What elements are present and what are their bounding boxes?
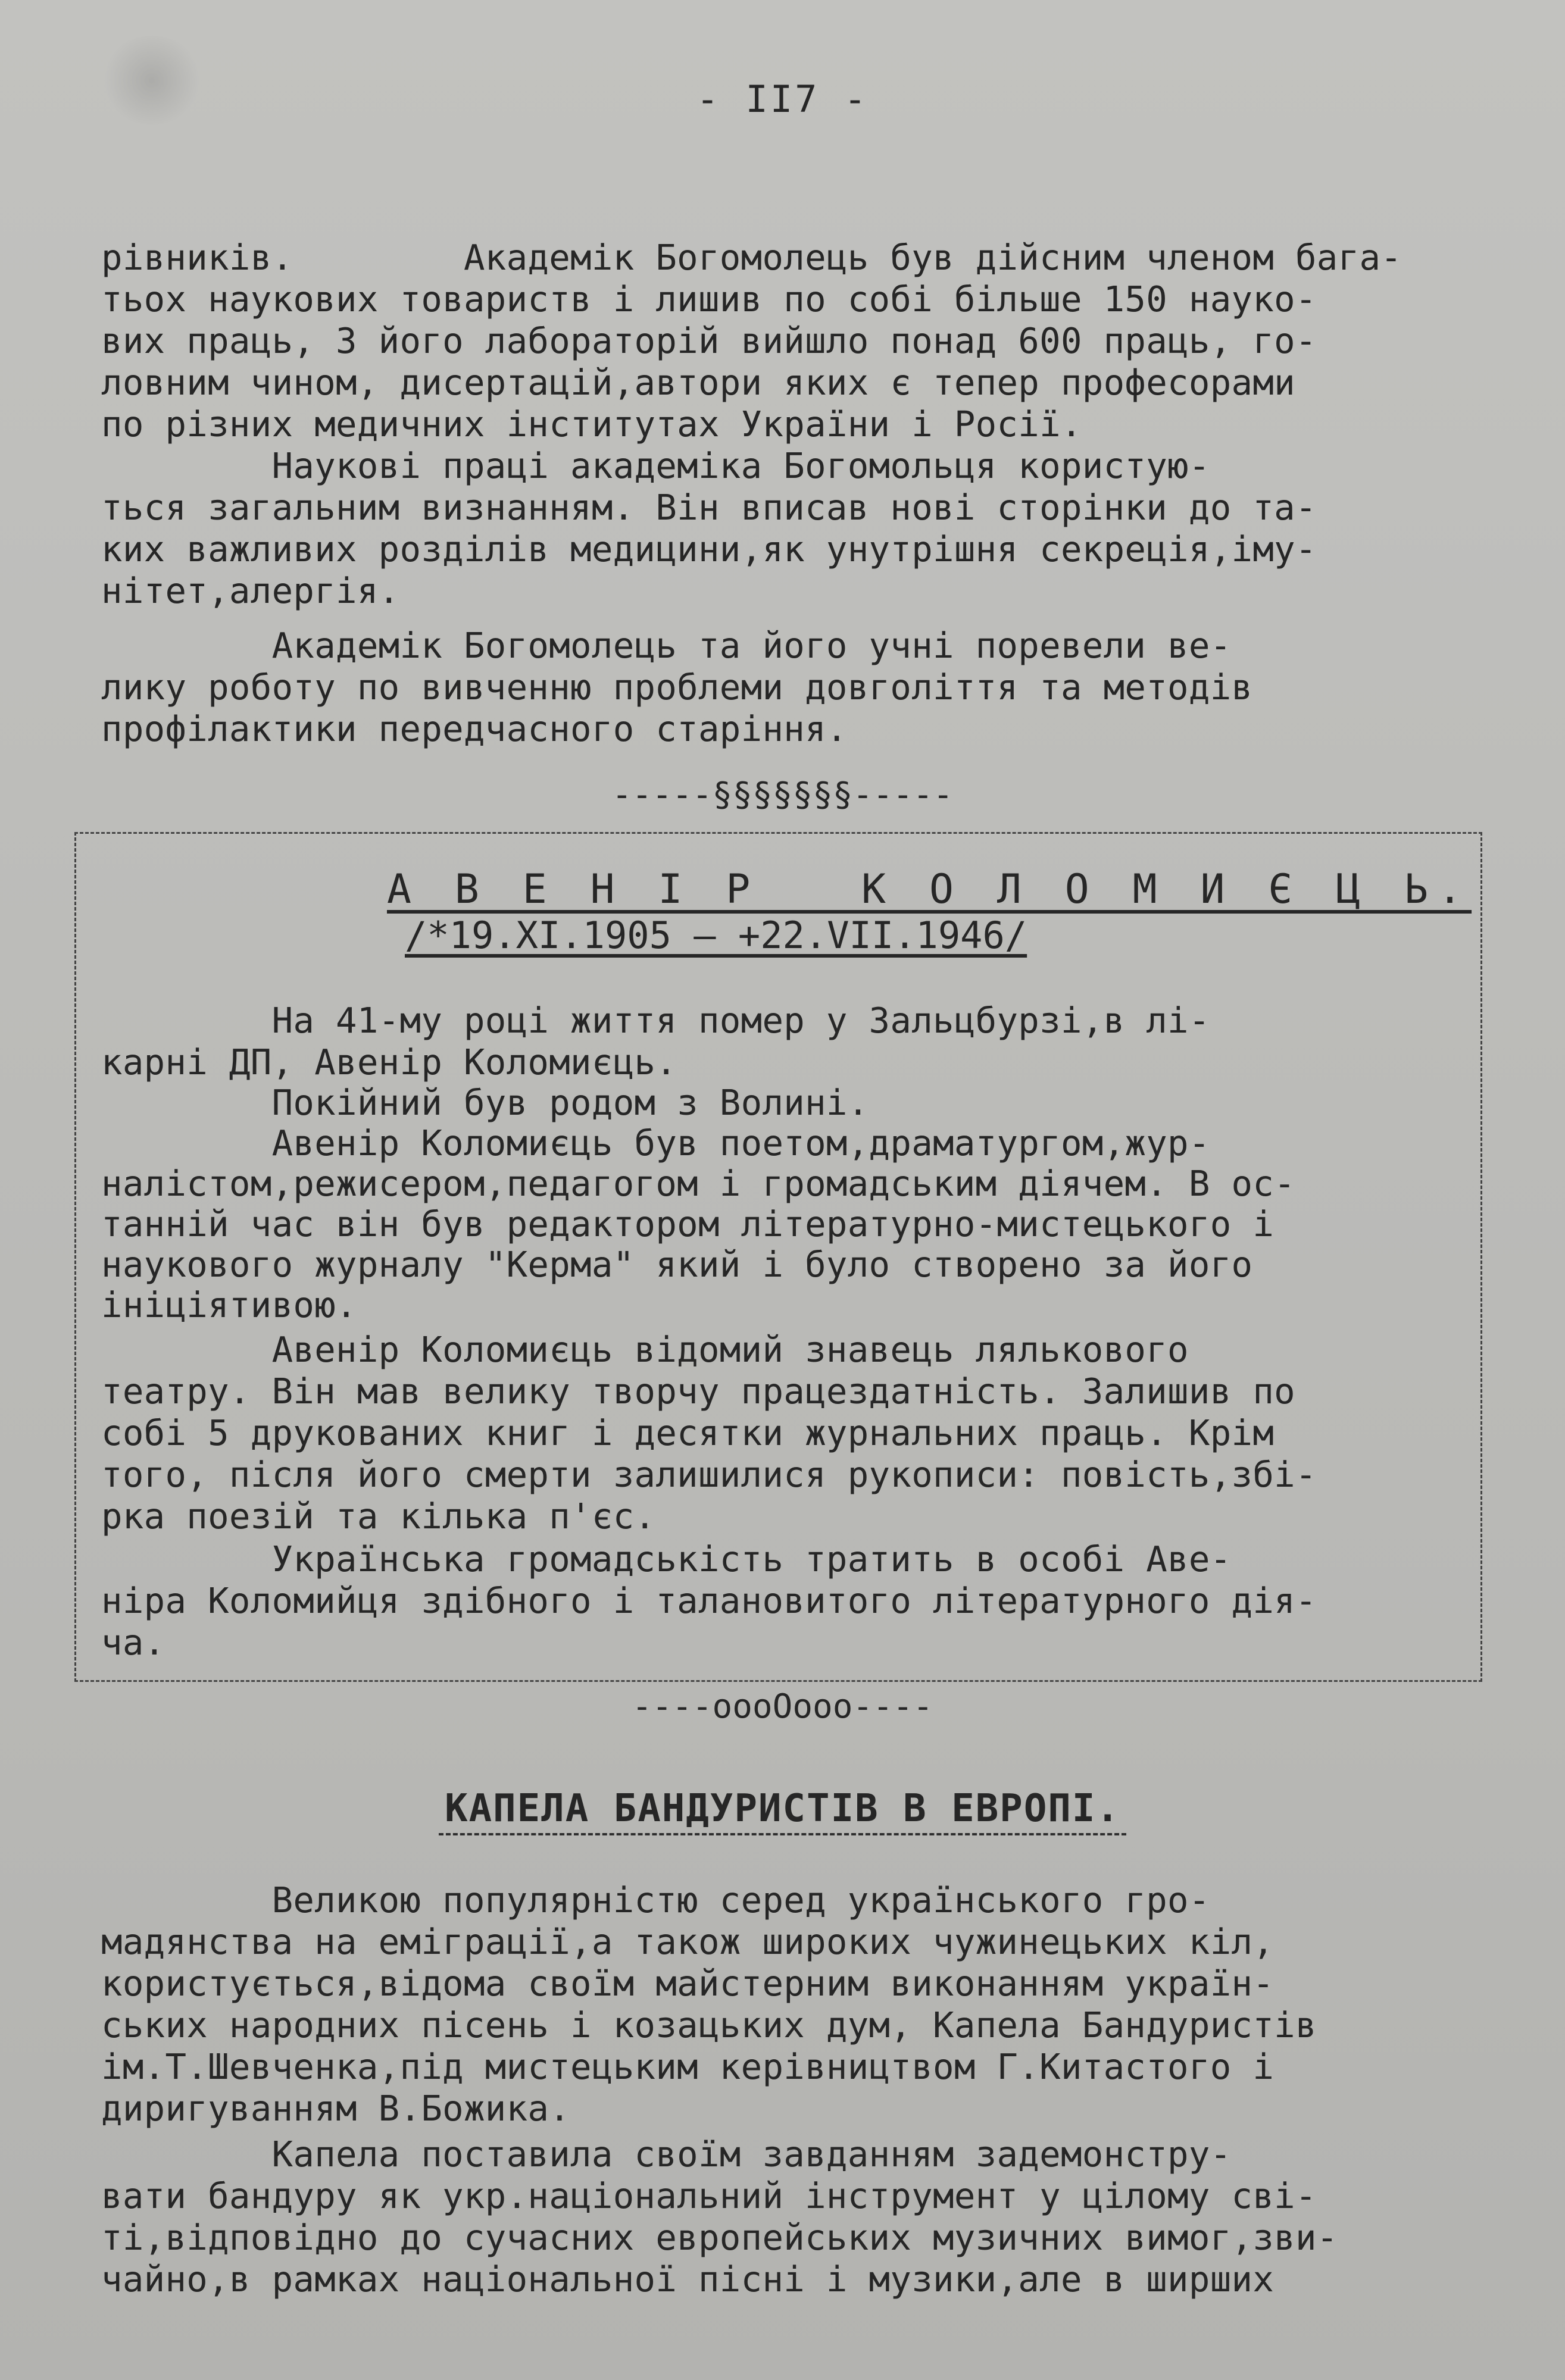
text-line: ім.Т.Шевченка,під мистецьким керівництвом Г.Китастого і <box>101 2046 1275 2087</box>
text-line: лику роботу по вивченню проблеми довголіття та методів <box>101 667 1253 708</box>
text-line: Авенір Коломиєць відомий знавець лялькового <box>101 1329 1189 1370</box>
text-line: нітет,алергія. <box>101 570 400 611</box>
text-line: карні ДП, Авенір Коломиєць. <box>101 1042 677 1083</box>
text-line: диригуванням В.Божика. <box>101 2088 571 2129</box>
text-line: Авенір Коломиєць був поетом,драматургом,жур- <box>101 1122 1210 1164</box>
text-line: тьох наукових товариств і лишив по собі більше 150 науко- <box>101 279 1317 320</box>
section-divider: -----§§§§§§§----- <box>611 775 954 814</box>
text-line: Академік Богомолець та його учні поревели ве- <box>101 625 1232 666</box>
text-line: наукового журналу "Керма" який і було створено за його <box>101 1244 1253 1285</box>
text-line: На 41-му році життя помер у Зальцбурзі,в лі- <box>101 1000 1210 1041</box>
text-line: ських народних пісень і козацьких дум, Капела Бандуристів <box>101 2004 1317 2046</box>
text-line: ча. <box>101 1622 165 1663</box>
obituary-title: А В Е Н І Р К О Л О М И Є Ц Ь. <box>387 866 1472 913</box>
text-line: вих праць, З його лабораторій вийшло понад 600 праць, го- <box>101 320 1317 361</box>
text-line: Українська громадськість тратить в особі Аве- <box>101 1538 1232 1580</box>
text-line: чайно,в рамках національної пісні і музики,але в ширших <box>101 2259 1275 2300</box>
text-line: мадянства на еміграції,а також широких чужинецьких кіл, <box>101 1921 1275 1962</box>
text-line: Великою популярністю серед українського гро- <box>101 1879 1210 1921</box>
text-line: Наукові праці академіка Богомольця користую- <box>101 445 1210 486</box>
text-line: собі 5 друкованих книг і десятки журнальних праць. Крім <box>101 1412 1275 1453</box>
page-number: - II7 - <box>696 77 869 121</box>
text-line: по різних медичних інститутах України і Росії. <box>101 404 1082 445</box>
section-heading-text: КАПЕЛА БАНДУРИСТІВ В ЕВРОПІ. <box>439 1787 1126 1835</box>
text-line: ініціятивою. <box>101 1284 357 1325</box>
text-line: ться загальним визнанням. Він вписав нові сторінки до та- <box>101 487 1317 528</box>
section-divider: ----oooOooo---- <box>632 1687 933 1726</box>
text-line: налістом,режисером,педагогом і громадським діячем. В ос- <box>101 1163 1295 1204</box>
text-line: ких важливих розділів медицини,як унутрішня секреція,іму- <box>101 528 1317 570</box>
text-line: Капела поставила своїм завданням задемонстру- <box>101 2134 1232 2175</box>
text-line: ніра Коломийця здібного і талановитого літературного дія- <box>101 1580 1317 1621</box>
text-line: профілактики передчасного старіння. <box>101 708 848 749</box>
text-line: ті,відповідно до сучасних европейських музичних вимог,зви- <box>101 2217 1338 2258</box>
text-line: театру. Він мав велику творчу працездатність. Залишив по <box>101 1371 1295 1412</box>
text-line: Покійний був родом з Волині. <box>101 1082 869 1123</box>
text-line: танній час він був редактором літературно-мистецького і <box>101 1203 1275 1244</box>
text-line: рка поезій та кілька п'єс. <box>101 1496 656 1537</box>
obituary-dates: /*19.XI.1905 – +22.VII.1946/ <box>405 914 1027 957</box>
text-line: рівників. Академік Богомолець був дійсним членом бага- <box>101 237 1402 278</box>
text-line: користується,відома своїм майстерним виконанням україн- <box>101 1963 1275 2004</box>
text-line: того, після його смерти залишилися рукописи: повість,збі- <box>101 1454 1317 1495</box>
section-heading <box>0 1787 1565 1835</box>
text-line: ловним чином, дисертацій,автори яких є тепер професорами <box>101 362 1295 403</box>
text-line: вати бандуру як укр.національний інструмент у цілому сві- <box>101 2175 1317 2216</box>
